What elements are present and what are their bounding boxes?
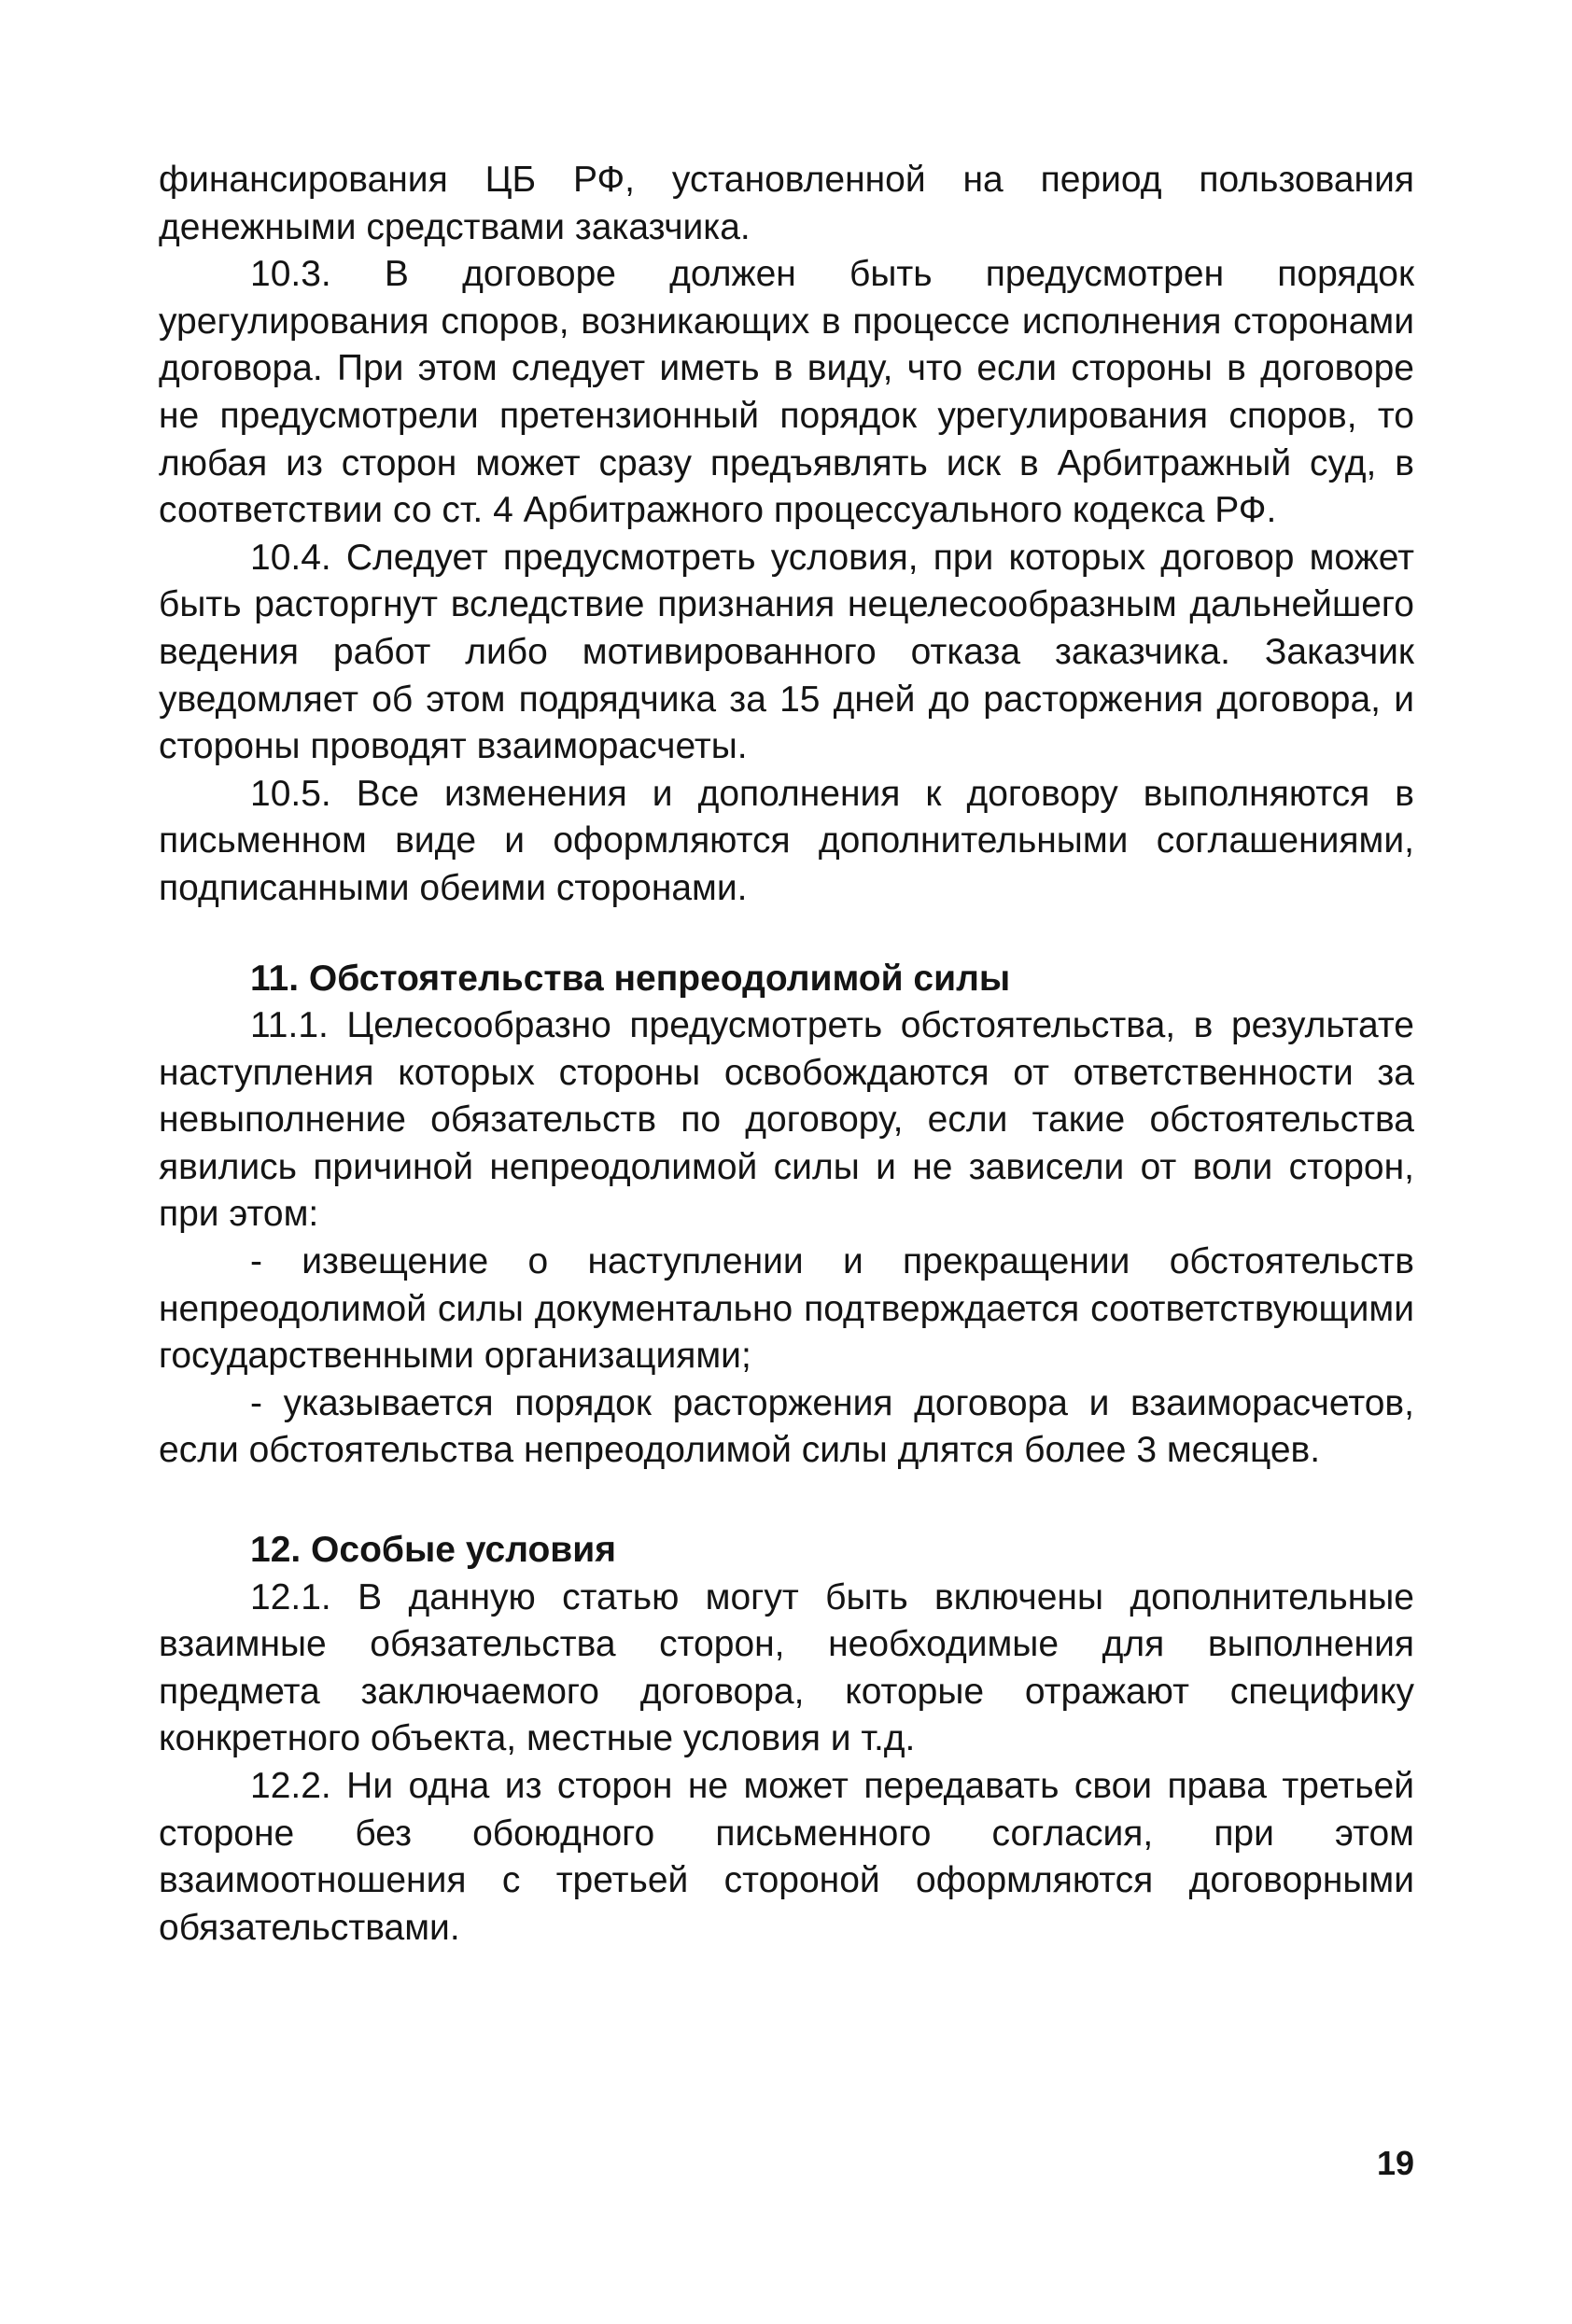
paragraph-11-1: 11.1. Целесообразно предусмотреть обстоятельства, в результате наступления которых стороны освобождаются от ответственности за невыполнение обязательств по договору, если такие обстоятельства явились причиной непреодолимой силы и не зависели от воли сторон, при этом: [159,1005,1414,1235]
page-number: 19 [1376,2144,1414,2182]
page-content [159,157,1414,1952]
list-item-11-b: - указывается порядок расторжения договора и взаиморасчетов, если обстоятельства непреодолимой силы длятся более 3 месяцев. [159,1382,1414,1471]
paragraph-12-1: 12.1. В данную статью могут быть включены дополнительные взаимные обязательства сторон, необходимые для выполнения предмета заключаемого договора, которые отражают специфику конкретного объекта, местные условия и т.д. [159,1576,1414,1759]
paragraph-10-3: 10.3. В договоре должен быть предусмотрен порядок урегулирования споров, возникающих в процессе исполнения сторонами договора. При этом следует иметь в виду, что если стороны в договоре не предусмотрели претензионный порядок урегулирования споров, то любая из сторон может сразу предъявлять иск в Арбитражный суд, в соответствии со ст. 4 Арбитражного процессуального кодекса РФ. [159,254,1414,531]
paragraph-12-2: 12.2. Ни одна из сторон не может передавать свои права третьей стороне без обоюдного письменного согласия, при этом взаимоотношения с третьей стороной оформляются договорными обязательствами. [159,1766,1414,1948]
section-11-heading: 11. Обстоятельства непреодолимой силы [250,958,1011,999]
section-12-heading: 12. Особые условия [250,1530,617,1571]
paragraph-continuation: финансирования ЦБ РФ, установленной на период пользования денежными средствами заказчика. [159,160,1414,247]
paragraph-10-4: 10.4. Следует предусмотреть условия, при которых договор может быть расторгнут вследствие признания нецелесообразным дальнейшего ведения работ либо мотивированного отказа заказчика. Заказчик уведомляет об этом подрядчика за 15 дней до расторжения договора, и стороны проводят взаиморасчеты. [159,537,1414,767]
list-item-11-a: - извещение о наступлении и прекращении обстоятельств непреодолимой силы документально подтверждается соответствующими государственными организациями; [159,1241,1414,1377]
paragraph-10-5: 10.5. Все изменения и дополнения к договору выполняются в письменном виде и оформляются дополнительными соглашениями, подписанными обеими сторонами. [159,773,1414,908]
